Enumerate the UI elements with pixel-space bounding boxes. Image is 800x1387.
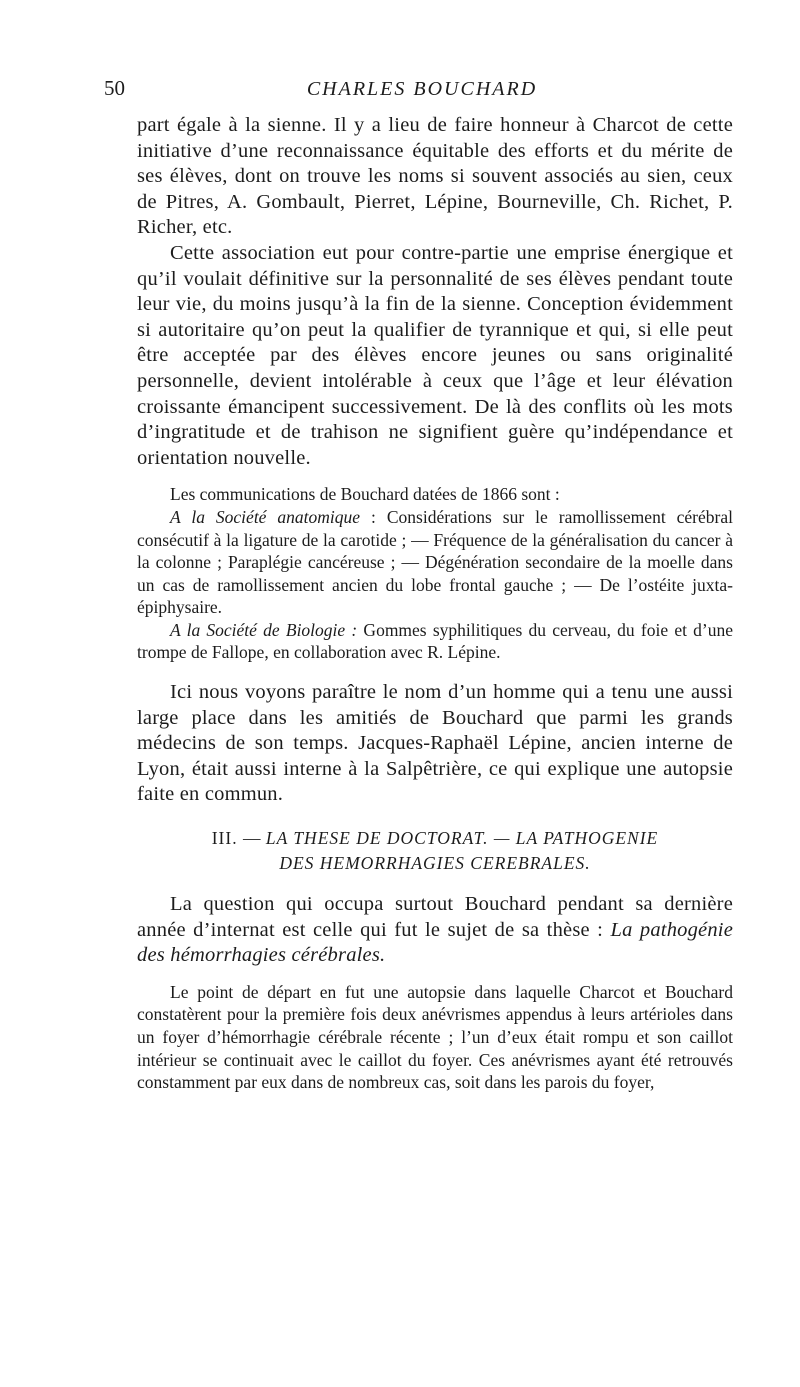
- communications-biologie: Gommes syphilitiques du cerveau, du foie et d’une trompe de Fallope, en collaboration avec R. Lépine.: [137, 619, 734, 663]
- paragraph-these: [137, 892, 733, 969]
- these-text: La question qui occupa surtout Bouchard pendant sa dernière année d’internat est celle qui fut le sujet de sa thèse :: [137, 893, 733, 941]
- communications-anatomique: : Considérations sur le ramollissement cérébral consécutif à la ligature de la carotide ; — Fréquence de la généralisation du cancer à la colonne ; Paraplégie cancéreuse ; — Dégénération secondaire de la moelle dans un cas de ramollissement ancien du lobe frontal gauche ; — De l’ostéite juxta-épiphysaire.: [137, 506, 733, 618]
- society-name-anatomique: A la Société anatomique: [170, 506, 361, 527]
- section-title-2: DES HEMORRHAGIES CEREBRALES.: [279, 853, 591, 874]
- section-heading: [137, 826, 733, 876]
- these-title: La pathogénie des hémorrhagies cérébrales.: [137, 918, 733, 967]
- paragraph-2: Cette association eut pour contre-partie une emprise énergique et qu’il voulait définitive sur la personnalité de ses élèves pendant toute leur vie, du moins jusqu’à la fin de la sienne. Conception évidemment si autoritaire qu’on peut la qualifier de tyrannique et qui, si elle peut être acceptée par des élèves encore jeunes ou sans originalité personnelle, devient intolérable à ceux que l’âge et leur élévation croissante émancipent successivement. De là des conflits où les mots d’ingratitude et de trahison ne signifient guère qu’indépendance et orientation nouvelle.: [137, 241, 733, 469]
- paragraph-1: part égale à la sienne. Il y a lieu de faire honneur à Charcot de cette initiative d’une reconnaissance équitable des efforts et du mérite de ses élèves, dont on trouve les noms si souvent associés au sien, ceux de Pitres, A. Gombault, Pierret, Lépine, Bourneville, Ch. Richet, P. Richer, etc.: [137, 114, 733, 239]
- page-header: [104, 76, 740, 106]
- section-title-1: LA THESE DE DOCTORAT. — LA PATHOGENIE: [265, 828, 659, 849]
- paragraph-lepine: Ici nous voyons paraître le nom d’un homme qui a tenu une aussi large place dans les amitiés de Bouchard que parmi les grands médecins de son temps. Jacques-Raphaël Lépine, ancien interne de Lyon, était aussi interne à la Salpêtrière, ce qui explique une autopsie faite en commun.: [137, 681, 733, 806]
- running-title: CHARLES BOUCHARD: [306, 78, 538, 100]
- society-name-biologie: A la Société de Biologie :: [170, 619, 358, 640]
- section-heading-line-1: [137, 826, 733, 851]
- paragraph-anevrismes: Le point de départ en fut une autopsie dans laquelle Charcot et Bouchard constatèrent pour la première fois deux anévrismes appendus à leurs artérioles dans un foyer d’hémorrhagie cérébrale récente ; l’un d’eux était rompu et son caillot intérieur se continuait avec le caillot du foyer. Ces anévrismes ayant été retrouvés constamment par eux dans de nombreux cas, soit dans les parois du foyer,: [137, 981, 733, 1093]
- section-number: III. —: [211, 828, 262, 849]
- paragraph-communications-intro: Les communications de Bouchard datées de 1866 sont :: [170, 484, 560, 505]
- page-number: 50: [104, 76, 125, 100]
- paragraph-societe-anatomique: [137, 506, 733, 619]
- page-body: [137, 113, 733, 1094]
- paragraph-societe-biologie: [137, 619, 733, 664]
